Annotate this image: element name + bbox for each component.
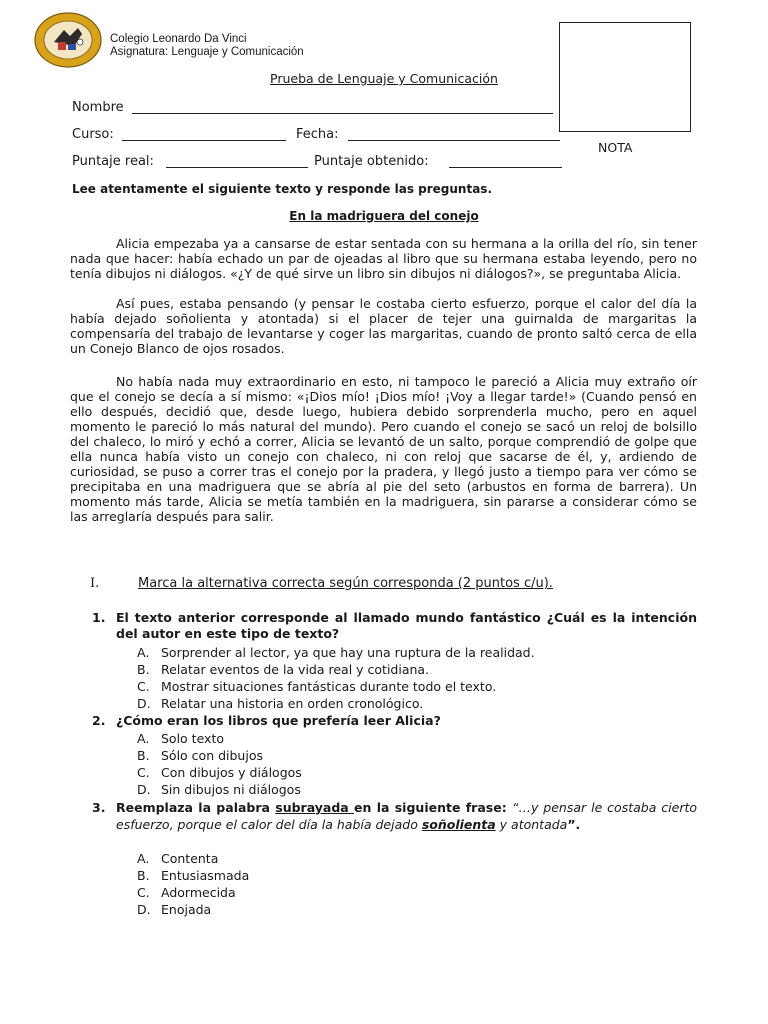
school-logo	[34, 12, 102, 68]
curso-field[interactable]	[122, 140, 286, 141]
paragraph-2: Así pues, estaba pensando (y pensar le costaba cierto esfuerzo, porque el calor del día la había dejado soñolienta y atontada) si el placer de tejer una guirnalda de margaritas la compensaría del trabajo de levantarse y coger las margaritas, cuando de pronto saltó cerca de ella un Conejo Blanco de ojos rosados.	[70, 296, 697, 356]
instruction-text: Lee atentamente el siguiente texto y responde las preguntas.	[72, 182, 492, 196]
puntaje-obtenido-field[interactable]	[449, 167, 562, 168]
q2-option-b[interactable]: B. Sólo con dibujos	[137, 748, 263, 763]
question-text: El texto anterior corresponde al llamado mundo fantástico ¿Cuál es la intención del autor en este tipo de texto?	[116, 610, 697, 641]
nombre-label: Nombre	[72, 100, 124, 115]
question-3	[92, 799, 697, 833]
section-heading	[90, 576, 553, 591]
q3-option-c[interactable]: C. Adormecida	[137, 885, 236, 900]
puntaje-real-label: Puntaje real:	[72, 154, 154, 169]
section-numeral: I.	[90, 576, 100, 591]
puntaje-real-field[interactable]	[166, 167, 308, 168]
paragraph-3: No había nada muy extraordinario en esto, ni tampoco le pareció a Alicia muy extraño oír que el conejo se decía a sí mismo: «¡Dios mío! ¡Dios mío! ¡Voy a llegar tarde!» (Cuando pensó en ello después, decidió que, desde luego, hubiera debido sorprenderla mucho, pero en aquel momento le pareció lo más natural del mundo). Pero cuando el conejo se sacó un reloj de bolsillo del chaleco, lo miró y echó a correr, Alicia se levantó de un salto, porque comprendió de golpe que ella nunca había visto un conejo con chaleco, ni con reloj que sacarse de él, y, ardiendo de curiosidad, se puso a correr tras el conejo por la pradera, y llegó justo a tiempo para ver cómo se precipitaba en una madriguera que se abría al pie del seto (arbustos en forma de barrera). Un momento más tarde, Alicia se metía también en la madriguera, sin pararse a considerar cómo se las arreglaría después para salir.	[70, 374, 697, 524]
fecha-label: Fecha:	[296, 127, 339, 142]
q2-option-a[interactable]: A. Solo texto	[137, 731, 224, 746]
paragraph-1: Alicia empezaba ya a cansarse de estar sentada con su hermana a la orilla del río, sin tener nada que hacer: había echado un par de ojeadas al libro que su hermana estaba leyendo, pero no tenía dibujos ni diálogos. «¿Y de qué sirve un libro sin dibujos ni diálogos?», se preguntaba Alicia.	[70, 236, 697, 281]
q3-option-d[interactable]: D. Enojada	[137, 902, 212, 917]
school-header	[110, 33, 304, 59]
question-text: ¿Cómo eran los libros que prefería leer Alicia?	[116, 713, 441, 728]
underlined-word: soñolienta	[421, 817, 496, 832]
question-2	[92, 713, 697, 729]
page-title: Prueba de Lenguaje y Comunicación	[270, 71, 498, 86]
q1-option-c[interactable]: C. Mostrar situaciones fantásticas durante todo el texto.	[137, 679, 497, 694]
q3-option-b[interactable]: B. Entusiasmada	[137, 868, 250, 883]
q2-option-d[interactable]: D. Sin dibujos ni diálogos	[137, 782, 301, 797]
question-number: 3.	[92, 800, 106, 815]
grade-label: NOTA	[598, 140, 633, 155]
question-number: 1.	[92, 610, 106, 625]
question-1	[92, 610, 697, 642]
q1-option-d[interactable]: D. Relatar una historia en orden cronológico.	[137, 696, 424, 711]
question-text: Reemplaza la palabra subrayada en la siguiente frase: “…y pensar le costaba cierto esfuerzo, porque el calor del día la había dejado soñolienta y atontada”.	[116, 800, 698, 832]
section-instruction: Marca la alternativa correcta según corresponda (2 puntos c/u).	[138, 576, 553, 591]
question-number: 2.	[92, 713, 106, 728]
q3-option-a[interactable]: A. Contenta	[137, 851, 219, 866]
q2-option-c[interactable]: C. Con dibujos y diálogos	[137, 765, 302, 780]
school-name: Colegio Leonardo Da Vinci	[110, 33, 247, 45]
q1-option-b[interactable]: B. Relatar eventos de la vida real y cotidiana.	[137, 662, 430, 677]
nombre-field[interactable]	[132, 113, 553, 114]
curso-label: Curso:	[72, 127, 114, 142]
puntaje-obtenido-label: Puntaje obtenido:	[314, 154, 429, 169]
q1-option-a[interactable]: A. Sorprender al lector, ya que hay una ruptura de la realidad.	[137, 645, 535, 660]
fecha-field[interactable]	[348, 140, 560, 141]
story-title: En la madriguera del conejo	[289, 209, 479, 223]
subject-name: Asignatura: Lenguaje y Comunicación	[110, 46, 304, 58]
